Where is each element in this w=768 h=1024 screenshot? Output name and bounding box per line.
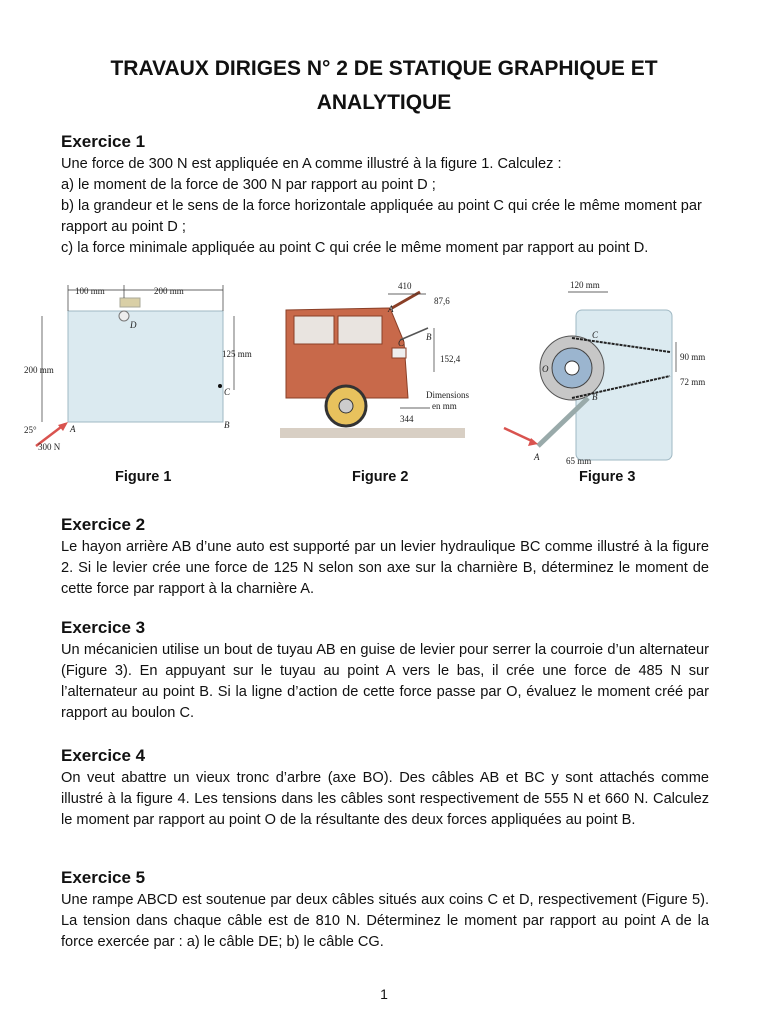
dim-72: 72 mm [680,377,706,387]
exercice-1-line: b) la grandeur et le sens de la force horizontale appliquée au point C qui crée le même moment par rapport au point D ; [61,198,702,235]
dim-65: 65 mm [566,456,592,466]
point-b: B [224,420,230,430]
ground [280,428,465,438]
point-a: A [534,452,540,462]
figure-1-caption: Figure 1 [115,469,172,485]
dims-note-2: en mm [432,401,457,411]
exercice-1-line: Une force de 300 N est appliquée en A comme illustré à la figure 1. Calculez : [61,156,562,172]
dim-90: 90 mm [680,352,706,362]
exercice-2-heading: Exercice 2 [61,515,146,534]
point-c: C [592,330,599,340]
angle-25: 25° [24,425,37,435]
car-window-1 [294,316,334,344]
dim-120: 120 mm [570,280,600,290]
point-d: D [130,320,137,330]
figure-2-caption: Figure 2 [352,469,409,485]
dim-344: 344 [400,414,414,424]
support-d [120,298,140,307]
point-b: B [592,392,598,402]
exercice-3-heading: Exercice 3 [61,618,146,637]
exercice-5-text: Une rampe ABCD est soutenue par deux câbles situés aux coins C et D, respectivement (Figure 5). La tension dans chaque câble est de 810 N. Déterminez le moment par rapport au point A de la force exercée par : a) le câble DE; b) le câble CG. [61,892,709,950]
figure-2 [280,280,480,445]
dim-100: 100 mm [75,286,105,296]
pin-d [119,311,129,321]
tail-light [392,348,406,358]
figure-1 [22,280,262,455]
page-number: 1 [380,986,388,1002]
exercice-3-text: Un mécanicien utilise un bout de tuyau AB en guise de levier pour serrer la courroie d’un alternateur (Figure 3). En appuyant sur le tuyau au point A vers le bas, il crée une force de 485 N sur l’alternateur au point B. Si la ligne d’action de cette force passe par O, évaluez le moment créé par rapport au boulon C. [61,642,709,721]
force-arrow [504,428,534,442]
plate [68,311,223,422]
exercice-1-heading: Exercice 1 [61,132,146,151]
dim-125: 125 mm [222,349,252,359]
exercice-1-text [61,154,709,259]
exercice-1-line: a) le moment de la force de 300 N par rapport au point D ; [61,177,436,193]
figure-3-caption: Figure 3 [579,469,636,485]
lever-bc [400,328,428,340]
point-a: A [70,424,76,434]
figure-3 [500,278,715,468]
exercice-4-heading: Exercice 4 [61,746,146,765]
force-300n: 300 N [38,442,61,452]
exercice-1-line: c) la force minimale appliquée au point C qui crée le même moment par rapport au point D. [61,240,649,256]
point-c: C [224,387,231,397]
dim-152: 152,4 [440,354,461,364]
car-window-2 [338,316,382,344]
dim-200-left: 200 mm [24,365,54,375]
hatch-ab [392,292,420,308]
dim-200-top: 200 mm [154,286,184,296]
exercice-5-heading: Exercice 5 [61,868,146,887]
exercice-2-text: Le hayon arrière AB d’une auto est supporté par un levier hydraulique BC comme illustré à la figure 2. Si le levier crée une force de 125 N selon son axe sur la charnière B, déterminez le moment de cette force par rapport à la charnière A. [61,539,709,597]
dim-87: 87,6 [434,296,450,306]
exercice-4-text: On veut abattre un vieux tronc d’arbre (axe BO). Des câbles AB et BC y sont attachés comme illustré à la figure 4. Les tensions dans les câbles sont respectivement de 555 N et 660 N. Calculez le moment par rapport au point O de la résultante des deux forces appliquées au point B. [61,770,709,828]
point-a: A [388,304,394,314]
point-c: C [398,338,405,348]
dim-410: 410 [398,281,412,291]
dims-note-1: Dimensions [426,390,470,400]
point-b: B [426,332,432,342]
point-o: O [542,364,549,374]
page-title: TRAVAUX DIRIGES N° 2 DE STATIQUE GRAPHIQUE ET ANALYTIQUE [110,57,658,114]
